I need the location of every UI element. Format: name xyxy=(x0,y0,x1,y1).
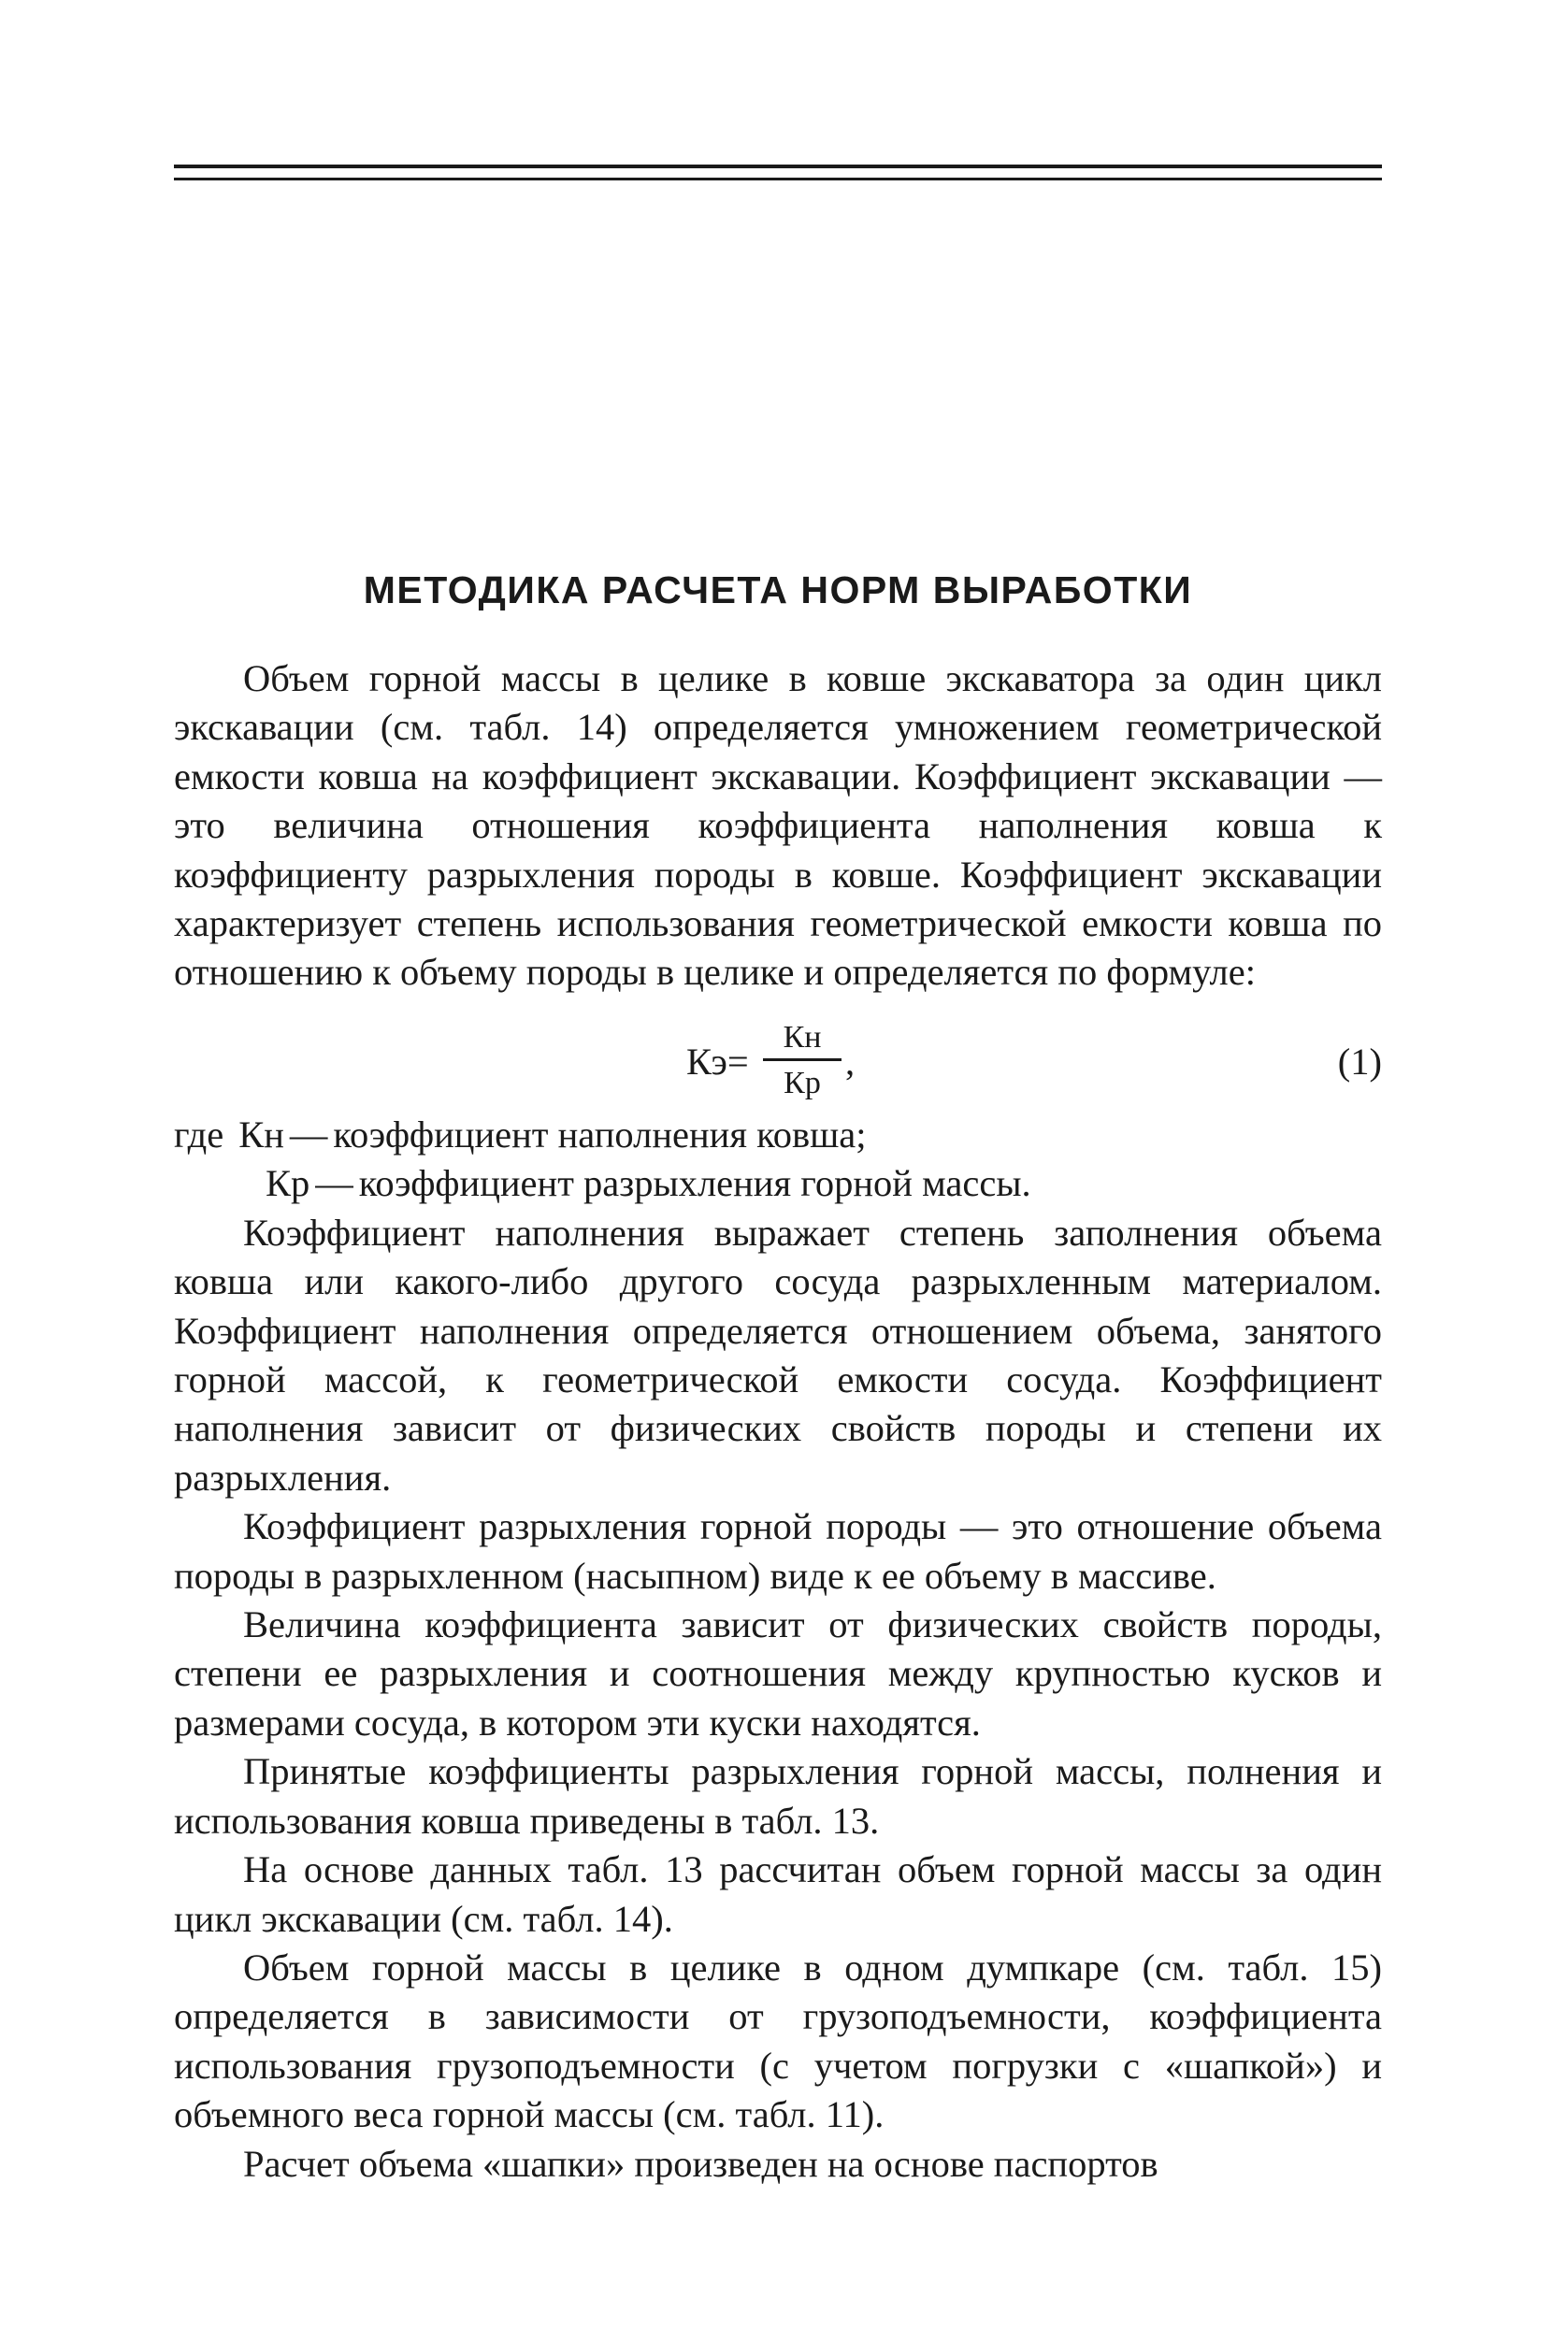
formula-denominator: Кр xyxy=(784,1066,821,1100)
section-heading: МЕТОДИКА РАСЧЕТА НОРМ ВЫРАБОТКИ xyxy=(363,568,1193,611)
formula-1 xyxy=(174,1019,1382,1122)
formula-lhs: Кэ= xyxy=(686,1041,749,1083)
formula-fraction xyxy=(763,1019,842,1102)
top-rule-thick xyxy=(174,165,1382,168)
where-text-kr: коэффициент разрыхления горной массы. xyxy=(358,1162,1031,1205)
formula-comma: , xyxy=(845,1041,856,1083)
fraction-bar xyxy=(763,1058,842,1061)
top-rule-thin xyxy=(174,178,1382,180)
where-line-1 xyxy=(174,1111,1382,1159)
where-dash: — xyxy=(289,1113,328,1156)
paragraph: Объем горной массы в целике в одном думпкаре (см. табл. 15) определяется в зависимости от грузоподъемности, коэффициента использования грузоподъемности (с учетом погрузки с «шапкой») и объемного веса горной массы (см. табл. 11). xyxy=(174,1946,1382,2136)
where-symbol-kn: Кн xyxy=(238,1113,284,1156)
where-text-kn: коэффициент наполнения ковша; xyxy=(333,1113,867,1156)
paragraph: Расчет объема «шапки» произведен на основе паспортов xyxy=(243,2142,1158,2185)
main-block xyxy=(174,1111,1382,2189)
equation-number: (1) xyxy=(1337,1041,1382,1083)
intro-block xyxy=(174,654,1382,998)
where-line-2 xyxy=(174,1159,1382,1208)
where-lead: где xyxy=(174,1113,224,1156)
paragraph: Коэффициент наполнения выражает степень заполнения объема ковша или какого-либо другого сосуда разрыхленным материалом. Коэффициент наполнения определяется отношением объема, занятого горной массой, к геометрической емкости сосуда. Коэффициент наполнения зависит от физических свойств породы и степени их разрыхления. xyxy=(174,1211,1382,1499)
formula-numerator: Кн xyxy=(783,1020,822,1055)
paragraph: Коэффициент разрыхления горной породы — это отношение объема породы в разрыхленном (насыпном) виде к ее объему в массиве. xyxy=(174,1505,1382,1597)
where-symbol-kr: Кр xyxy=(266,1162,310,1205)
where-dash: — xyxy=(315,1162,353,1205)
intro-paragraph: Объем горной массы в целике в ковше экскаватора за один цикл экскавации (см. табл. 14) определяется умножением геометрической емкости ковша на коэффициент экскавации. Коэффициент экскавации — это величина отношения коэффициента наполнения ковша к коэффициенту разрыхления породы в ковше. Коэффициент экскавации характеризует степень использования геометрической емкости ковша по отношению к объему породы в целике и определяется по формуле: xyxy=(174,657,1382,994)
paragraph: Величина коэффициента зависит от физических свойств породы, степени ее разрыхления и соотношения между крупностью кусков и размерами сосуда, в котором эти куски находятся. xyxy=(174,1603,1382,1744)
paragraph: Принятые коэффициенты разрыхления горной массы, полнения и использования ковша приведены в табл. 13. xyxy=(174,1750,1382,1842)
paragraph: На основе данных табл. 13 рассчитан объем горной массы за один цикл экскавации (см. табл. 14). xyxy=(174,1848,1382,1940)
